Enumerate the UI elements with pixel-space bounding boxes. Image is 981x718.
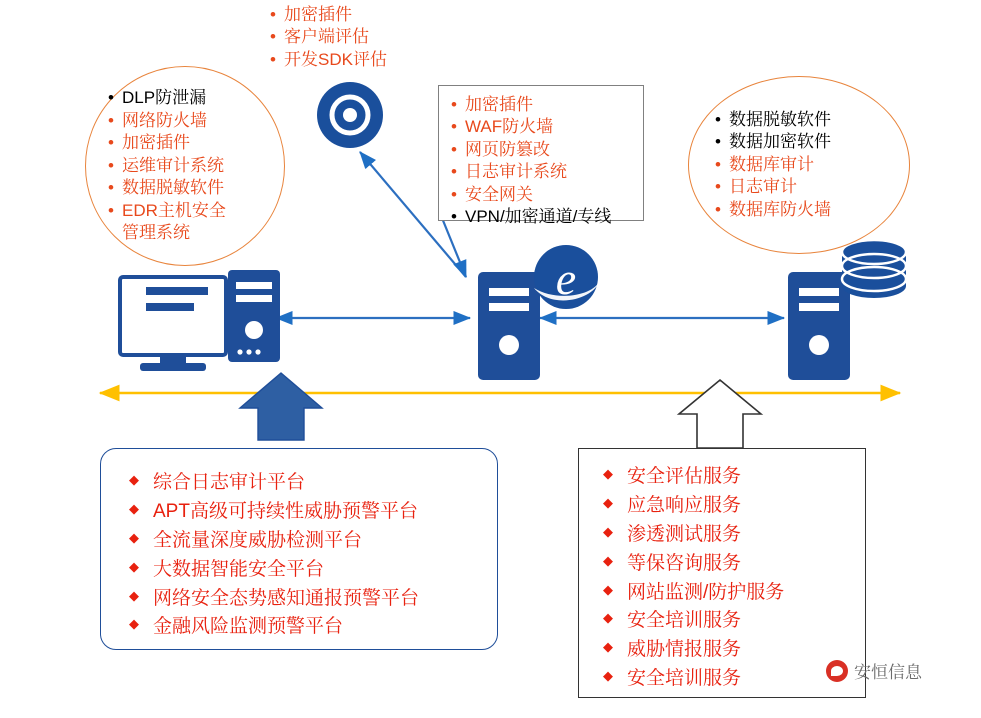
callout-right-ellipse (688, 76, 910, 254)
list-item: • 运维审计系统 (106, 155, 226, 177)
list-item: • 数据加密软件 (713, 131, 831, 153)
watermark-label: 安恒信息 (854, 663, 922, 682)
svg-text:e: e (555, 253, 577, 304)
list-item: • 数据库审计 (713, 154, 831, 176)
bottom-right-panel (578, 448, 866, 698)
list-item: ◆ 应急响应服务 (601, 492, 865, 521)
list-item: ◆ 安全评估服务 (601, 463, 865, 492)
list-item: • 日志审计系统 (449, 161, 633, 183)
list-item: • 安全网关 (449, 184, 633, 206)
list-item: • 加密插件 (268, 4, 448, 26)
list-item: ◆ 渗透测试服务 (601, 521, 865, 550)
list-item: • 日志审计 (713, 176, 831, 198)
list-item: ◆ 网站监测/防护服务 (601, 579, 865, 608)
list-item: ◆ APT高级可持续性威胁预警平台 (127, 498, 497, 527)
callout-middle-box (438, 85, 644, 227)
list-item: • 客户端评估 (268, 26, 448, 48)
bottom-left-panel-list (127, 469, 497, 642)
list-item: ◆ 大数据智能安全平台 (127, 556, 497, 585)
callout-left-ellipse (85, 66, 285, 266)
callout-left-ellipse-list (106, 87, 226, 244)
list-item: ◆ 综合日志审计平台 (127, 469, 497, 498)
list-item: • 加密插件 (106, 132, 226, 154)
list-item: ◆ 等保咨询服务 (601, 550, 865, 579)
list-item: • 数据脱敏软件 (106, 177, 226, 199)
watermark-brand (826, 658, 922, 683)
callout-top-center-list (268, 4, 448, 71)
callout-top-center (268, 4, 448, 71)
list-item: • 网页防篡改 (449, 139, 633, 161)
list-item: • 数据库防火墙 (713, 199, 831, 221)
wechat-logo-icon (826, 660, 848, 682)
list-item: ◆ 安全培训服务 (601, 665, 865, 694)
list-item: ◆ 网络安全态势感知通报预警平台 (127, 585, 497, 614)
list-item: • 网络防火墙 (106, 110, 226, 132)
list-item: • 开发SDK评估 (268, 49, 448, 71)
list-item: • VPN/加密通道/专线 (449, 206, 633, 228)
list-item: • 加密插件 (449, 94, 633, 116)
list-item: • DLP防泄漏 (106, 87, 226, 109)
list-item: • WAF防火墙 (449, 116, 633, 138)
list-item: 管理系统 (122, 223, 190, 243)
callout-middle-box-list (449, 94, 633, 229)
bottom-left-panel (100, 448, 498, 650)
list-item: • 数据脱敏软件 (713, 109, 831, 131)
callout-right-ellipse-list (713, 109, 831, 221)
list-item: ◆ 安全培训服务 (601, 607, 865, 636)
list-item: • EDR主机安全 (106, 200, 226, 222)
list-item: ◆ 金融风险监测预警平台 (127, 613, 497, 642)
list-item: ◆ 威胁情报服务 (601, 636, 865, 665)
list-item: ◆ 全流量深度威胁检测平台 (127, 527, 497, 556)
